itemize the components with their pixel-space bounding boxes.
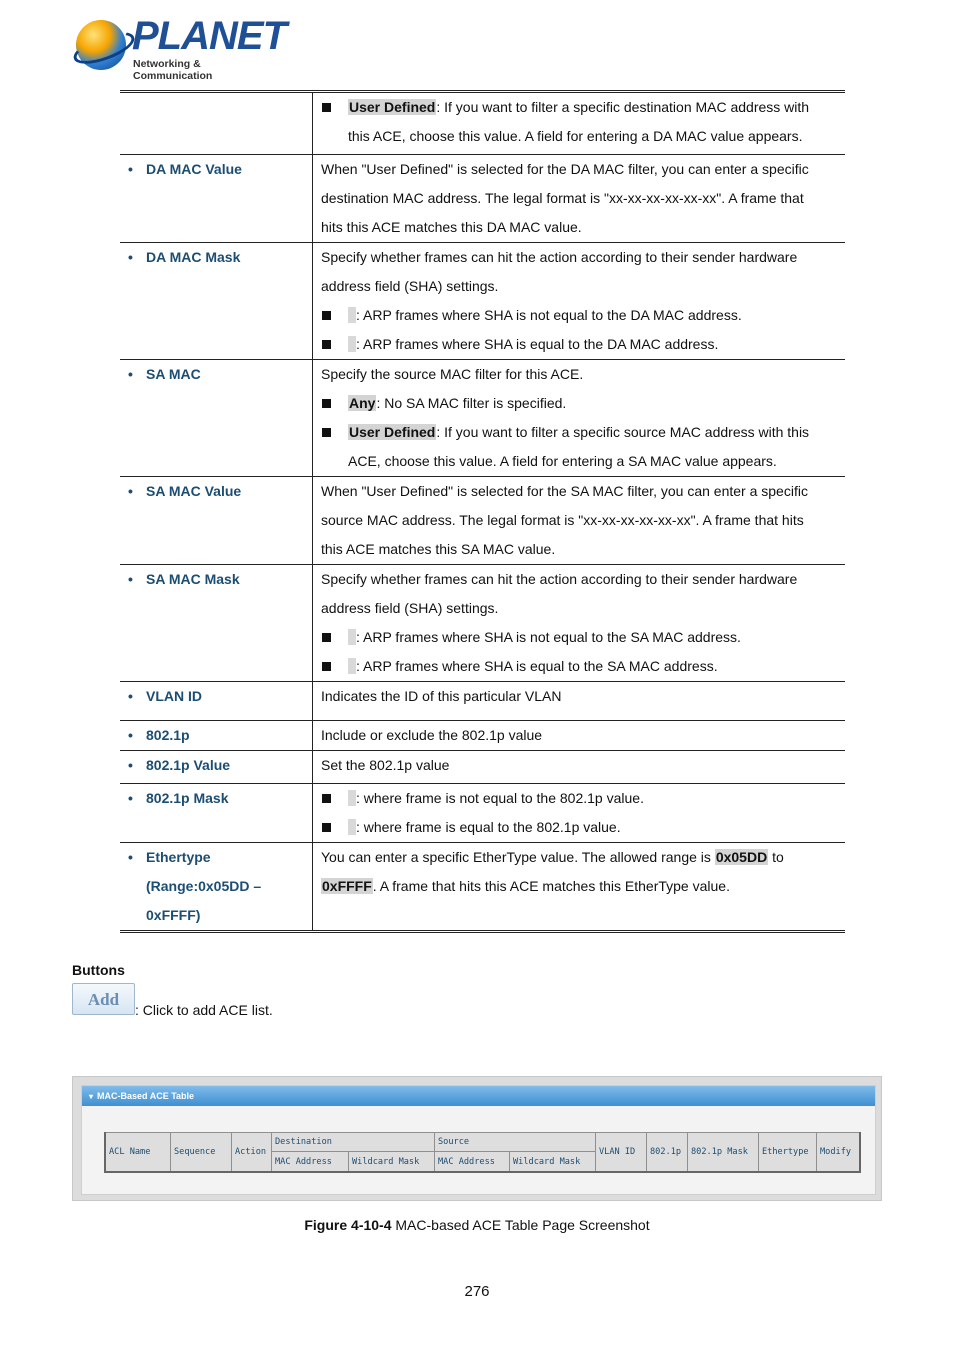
description-line: address field (SHA) settings. — [321, 600, 499, 616]
col-dest-wildcard: Wildcard Mask — [349, 1152, 435, 1172]
bullet-item — [321, 389, 845, 418]
param-name: • SA MAC Mask — [120, 565, 312, 594]
ace-panel — [81, 1085, 876, 1195]
bullet-item — [321, 330, 845, 359]
option-value: Any — [349, 395, 376, 411]
option-description: : ARP frames where SHA is not equal to the DA MAC address. — [356, 307, 742, 323]
option-description: : ARP frames where SHA is equal to the DA MAC address. — [356, 336, 719, 352]
description-line: destination MAC address. The legal format is "xx-xx-xx-xx-xx-xx". A frame that — [321, 190, 804, 206]
col-modify: Modify — [817, 1133, 861, 1173]
description-line: this ACE matches this SA MAC value. — [321, 541, 556, 557]
brand-tagline: Networking & Communication — [133, 58, 213, 82]
param-name: • SA MAC Value — [120, 477, 312, 506]
table-row — [120, 477, 845, 565]
description-line: source MAC address. The legal format is "xx-xx-xx-xx-xx-xx". A frame that hits — [321, 512, 804, 528]
description-cell — [313, 843, 846, 932]
description-cell — [313, 360, 846, 477]
param-cell — [120, 784, 313, 843]
table-row — [120, 721, 845, 751]
description-cell — [313, 751, 846, 784]
checkbox-placeholder-icon — [348, 790, 356, 806]
option-value: User Defined — [349, 424, 436, 440]
param-name-line: • Ethertype — [146, 849, 211, 865]
description-line: address field (SHA) settings. — [321, 278, 499, 294]
description-cell — [313, 155, 846, 243]
param-name: • 802.1p — [120, 721, 312, 750]
col-src-wildcard: Wildcard Mask — [510, 1152, 596, 1172]
bullet-item — [321, 623, 845, 652]
figure-label: Figure 4-10-4 — [304, 1217, 392, 1233]
description-line: Specify whether frames can hit the action according to their sender hardware — [321, 249, 798, 265]
table-row — [120, 751, 845, 784]
param-name-line: 0xFFFF) — [146, 907, 201, 923]
description-line: When "User Defined" is selected for the DA MAC filter, you can enter a specific — [321, 161, 809, 177]
table-row — [120, 155, 845, 243]
chevron-down-icon[interactable]: ▾ — [89, 1092, 94, 1101]
option-description: : ARP frames where SHA is not equal to the SA MAC address. — [356, 629, 741, 645]
description-line — [321, 843, 845, 872]
option-description: : If you want to filter a specific destination MAC address with — [436, 99, 810, 115]
param-cell — [120, 721, 313, 751]
buttons-heading: Buttons — [72, 962, 125, 978]
param-name: • SA MAC — [120, 360, 312, 389]
option-description: : ARP frames where SHA is equal to the SA MAC address. — [356, 658, 718, 674]
description-line: Specify whether frames can hit the action according to their sender hardware — [321, 571, 798, 587]
highlight-value: 0xFFFF — [322, 878, 372, 894]
bullet-item — [321, 418, 845, 447]
description-line: When "User Defined" is selected for the SA MAC filter, you can enter a specific — [321, 483, 808, 499]
description-line: ACE, choose this value. A field for entering a SA MAC value appears. — [348, 453, 777, 469]
col-vlan-id: VLAN ID — [596, 1133, 647, 1173]
description-line: Set the 802.1p value — [321, 757, 450, 773]
param-name-line: (Range:0x05DD – — [146, 878, 262, 894]
col-ethertype: Ethertype — [759, 1133, 817, 1173]
page-number: 276 — [464, 1283, 490, 1300]
figure-text: MAC-based ACE Table Page Screenshot — [391, 1217, 650, 1233]
param-cell — [120, 243, 313, 360]
table-row — [120, 565, 845, 682]
param-cell — [120, 751, 313, 784]
col-src-mac: MAC Address — [435, 1152, 510, 1172]
ace-table — [104, 1132, 861, 1173]
col-sequence: Sequence — [171, 1133, 232, 1173]
description-line: Specify the source MAC filter for this ACE. — [321, 366, 584, 382]
description-line: hits this ACE matches this DA MAC value. — [321, 219, 582, 235]
col-destination: Destination — [272, 1133, 435, 1152]
table-row — [120, 784, 845, 843]
checkbox-placeholder-icon — [348, 819, 356, 835]
param-name: • 802.1p Mask — [120, 784, 312, 813]
checkbox-placeholder-icon — [348, 658, 356, 674]
figure-caption — [0, 1217, 954, 1233]
description-cell — [313, 721, 846, 751]
option-description: : where frame is not equal to the 802.1p value. — [356, 790, 644, 806]
bullet-item — [321, 301, 845, 330]
option-description: : If you want to filter a specific source MAC address with this — [436, 424, 810, 440]
description-cell — [313, 565, 846, 682]
description-line: Indicates the ID of this particular VLAN — [321, 688, 562, 704]
param-cell — [120, 682, 313, 721]
option-description: : No SA MAC filter is specified. — [376, 395, 567, 411]
table-row — [120, 843, 845, 932]
bullet-item — [321, 652, 845, 681]
description-text: You can enter a specific EtherType value. The allowed range is — [321, 849, 715, 865]
option-description: : where frame is equal to the 802.1p value. — [356, 819, 621, 835]
table-row — [120, 243, 845, 360]
col-source: Source — [435, 1133, 596, 1152]
checkbox-placeholder-icon — [348, 336, 356, 352]
param-cell — [120, 92, 313, 155]
mac-ace-table-screenshot — [72, 1076, 882, 1201]
bullet-item — [321, 93, 845, 122]
planet-logo — [76, 14, 286, 82]
param-cell — [120, 360, 313, 477]
description-line: Include or exclude the 802.1p value — [321, 727, 543, 743]
param-name: • 802.1p Value — [120, 751, 312, 780]
param-name: • DA MAC Value — [120, 155, 312, 184]
table-row — [120, 360, 845, 477]
description-cell — [313, 477, 846, 565]
checkbox-placeholder-icon — [348, 629, 356, 645]
description-cell — [313, 784, 846, 843]
param-cell — [120, 565, 313, 682]
option-value: User Defined — [349, 99, 436, 115]
add-button-description: : Click to add ACE list. — [135, 1002, 273, 1018]
description-cell — [313, 92, 846, 155]
bullet-item — [321, 813, 845, 842]
col-acl-name: ACL Name — [105, 1133, 171, 1173]
panel-title: MAC-Based ACE Table — [97, 1091, 195, 1101]
col-8021p-mask: 802.1p Mask — [688, 1133, 759, 1173]
checkbox-placeholder-icon — [348, 307, 356, 323]
highlight-value: 0x05DD — [715, 849, 768, 865]
description-line — [321, 872, 845, 901]
param-cell — [120, 155, 313, 243]
col-action: Action — [232, 1133, 272, 1173]
description-text: to — [768, 849, 784, 865]
description-line: this ACE, choose this value. A field for entering a DA MAC value appears. — [348, 128, 803, 144]
parameter-table — [120, 90, 845, 933]
bullet-item — [321, 784, 845, 813]
panel-title-bar[interactable] — [82, 1086, 875, 1106]
param-cell — [120, 477, 313, 565]
param-name: • VLAN ID — [120, 682, 312, 711]
table-row — [120, 92, 845, 155]
param-name — [120, 843, 312, 930]
col-8021p: 802.1p — [647, 1133, 688, 1173]
table-row — [120, 682, 845, 721]
description-cell — [313, 682, 846, 721]
description-cell — [313, 243, 846, 360]
description-text: . A frame that hits this ACE matches this EtherType value. — [372, 878, 730, 894]
param-cell — [120, 843, 313, 932]
param-name: • DA MAC Mask — [120, 243, 312, 272]
add-button[interactable]: Add — [72, 983, 135, 1015]
col-dest-mac: MAC Address — [272, 1152, 349, 1172]
brand-name: PLANET — [132, 14, 286, 58]
